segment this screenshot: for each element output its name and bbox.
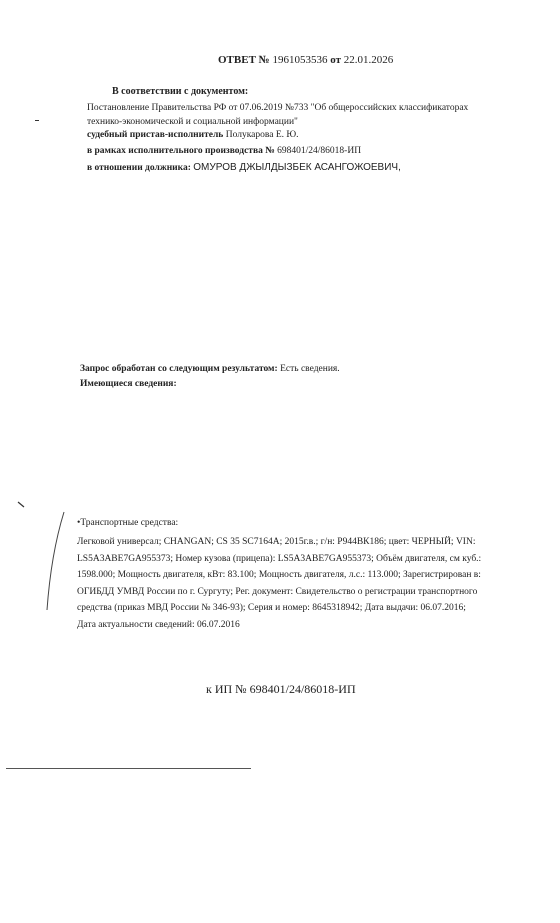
result-line [80,364,340,374]
debtor-line [87,162,401,173]
basis-document: Постановление Правительства РФ от 07.06.2019 №733 "Об общероссийских классификаторах технико-экономической и социальной информации" [87,103,469,127]
proceeding-line [87,146,361,156]
answer-date: 22.01.2026 [343,54,394,66]
answer-title [218,54,393,66]
transport-section-label: •Транспортные средства: [77,518,179,528]
margin-mark [35,120,39,121]
bottom-rule [6,768,251,769]
debtor-name: ОМУРОВ ДЖЫЛДЫЗБЕК АСАНГОЖОЕВИЧ, [193,162,401,173]
answer-label: ОТВЕТ № [218,54,270,66]
bailiff-name: Полукарова Е. Ю. [225,130,299,140]
result-value: Есть сведения. [280,364,340,374]
proceeding-label: в рамках исполнительного производства № [87,146,275,156]
debtor-label: в отношении должника: [87,163,191,173]
bailiff-line [87,130,299,140]
proceeding-number: 698401/24/86018-ИП [277,146,362,156]
available-info-label: Имеющиеся сведения: [80,379,177,389]
date-prefix: от [330,54,341,66]
result-label: Запрос обработан со следующим результатом: [80,364,278,374]
vehicle-details: Легковой универсал; CHANGAN; CS 35 SC7164A; 2015г.в.; г/н: Р944ВК186; цвет: ЧЕРНЫЙ; VIN: LS5A3ABE7GA955373; Номер кузова (прицепа): LS5A3ABE7GA955373; Объём двигателя, см куб.: 1598.000; Мощность двигателя, кВт: 83.100; Мощность двигателя, л.с.: 113.000; Зарегистрирован в: ОГИБДД УМВД России по г. Сургуту; Рег. документ: Свидетельство о регистрации транспортного средства (приказ МВД России № 346-93); Серия и номер: 8645318942; Дата выдачи: 06.07.2016; Дата актуальности сведений: 06.07.2016 [77,537,482,630]
basis-heading: В соответствии с документом: [112,86,249,97]
bailiff-label: судебный пристав-исполнитель [87,130,224,140]
proceeding-reference: к ИП № 698401/24/86018-ИП [206,682,356,696]
handwritten-check-mark [16,498,86,618]
answer-number: 1961053536 [272,54,328,66]
